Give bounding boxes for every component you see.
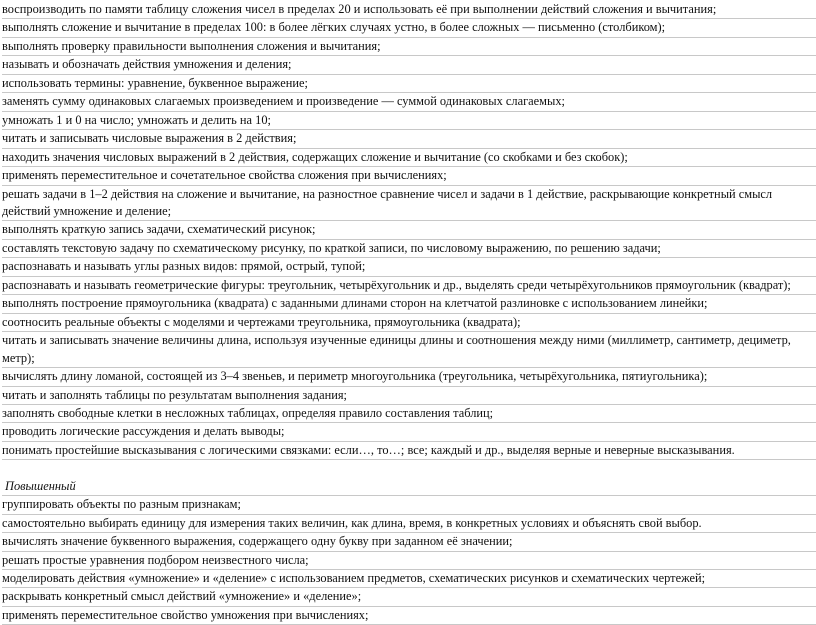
basic-item: выполнять построение прямоугольника (квадрата) с заданными длинами сторон на клетчатой разлиновке с использованием линейки;	[2, 295, 816, 313]
basic-item: использовать термины: уравнение, буквенное выражение;	[2, 75, 816, 93]
basic-item: выполнять проверку правильности выполнения сложения и вычитания;	[2, 38, 816, 56]
basic-level-list	[2, 1, 816, 460]
basic-item: выполнять сложение и вычитание в пределах 100: в более лёгких случаях устно, в более сложных — письменно (столбиком);	[2, 19, 816, 37]
basic-item: читать и записывать числовые выражения в 2 действия;	[2, 130, 816, 148]
advanced-item: моделировать действия «умножение» и «деление» с использованием предметов, схематических рисунков и схематических чертежей;	[2, 570, 816, 588]
basic-item: выполнять краткую запись задачи, схематический рисунок;	[2, 221, 816, 239]
basic-item: называть и обозначать действия умножения и деления;	[2, 56, 816, 74]
basic-item: воспроизводить по памяти таблицу сложения чисел в пределах 20 и использовать её при выполнении действий сложения и вычитания;	[2, 1, 816, 19]
basic-item: соотносить реальные объекты с моделями и чертежами треугольника, прямоугольника (квадрата);	[2, 314, 816, 332]
basic-item: составлять текстовую задачу по схематическому рисунку, по краткой записи, по числовому выражению, по решению задачи;	[2, 240, 816, 258]
advanced-item: вычислять значение буквенного выражения, содержащего одну букву при заданном её значении;	[2, 533, 816, 551]
basic-item: распознавать и называть геометрические фигуры: треугольник, четырёхугольник и др., выделять среди четырёхугольников прямоугольник (квадрат);	[2, 277, 816, 295]
basic-item: понимать простейшие высказывания с логическими связками: если…, то…; все; каждый и др., выделяя верные и неверные высказывания.	[2, 442, 816, 460]
basic-item: находить значения числовых выражений в 2 действия, содержащих сложение и вычитание (со скобками и без скобок);	[2, 149, 816, 167]
basic-item: решать задачи в 1–2 действия на сложение и вычитание, на разностное сравнение чисел и задачи в 1 действие, раскрывающие конкретный смысл действий умножение и деление;	[2, 186, 816, 222]
basic-item: проводить логические рассуждения и делать выводы;	[2, 423, 816, 441]
section-spacer	[2, 460, 816, 477]
advanced-item: раскрывать конкретный смысл действий «умножение» и «деление»;	[2, 588, 816, 606]
advanced-item: самостоятельно выбирать единицу для измерения таких величин, как длина, время, в конкретных условиях и объяснять свой выбор.	[2, 515, 816, 533]
basic-item: читать и записывать значение величины длина, используя изученные единицы длины и соотношения между ними (миллиметр, сантиметр, дециметр, метр);	[2, 332, 816, 368]
advanced-item: применять переместительное свойство умножения при вычислениях;	[2, 607, 816, 625]
advanced-item: решать простые уравнения подбором неизвестного числа;	[2, 552, 816, 570]
basic-item: заменять сумму одинаковых слагаемых произведением и произведение — суммой одинаковых слагаемых;	[2, 93, 816, 111]
basic-item: читать и заполнять таблицы по результатам выполнения задания;	[2, 387, 816, 405]
advanced-level-title: Повышенный	[2, 478, 816, 496]
basic-item: умножать 1 и 0 на число; умножать и делить на 10;	[2, 112, 816, 130]
basic-item: вычислять длину ломаной, состоящей из 3–4 звеньев, и периметр многоугольника (треугольника, четырёхугольника, пятиугольника);	[2, 368, 816, 386]
basic-item: заполнять свободные клетки в несложных таблицах, определяя правило составления таблиц;	[2, 405, 816, 423]
basic-item: применять переместительное и сочетательное свойства сложения при вычислениях;	[2, 167, 816, 185]
advanced-item: группировать объекты по разным признакам;	[2, 496, 816, 514]
basic-item: распознавать и называть углы разных видов: прямой, острый, тупой;	[2, 258, 816, 276]
advanced-level-list	[2, 496, 816, 625]
